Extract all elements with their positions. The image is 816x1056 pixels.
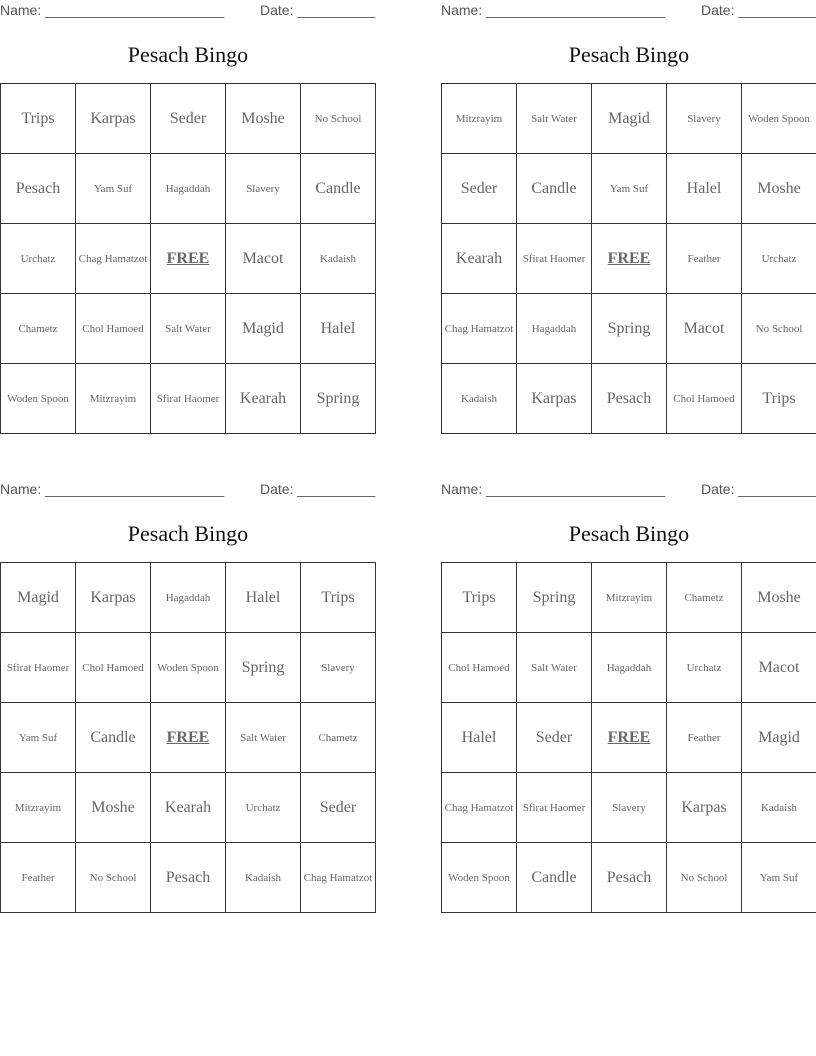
bingo-cell: Yam Suf: [76, 154, 151, 224]
bingo-cell: Macot: [742, 633, 816, 703]
bingo-cell: Sfirat Haomer: [517, 773, 592, 843]
card-title: Pesach Bingo: [568, 521, 690, 546]
bingo-cell: Urchatz: [742, 224, 816, 294]
bingo-cell: Magid: [592, 84, 667, 154]
bingo-cell: Seder: [151, 84, 226, 154]
bingo-cell: Magid: [742, 703, 816, 773]
free-space: FREE: [151, 224, 226, 294]
bingo-cell: Chag Hamatzot: [301, 843, 376, 913]
bingo-cell: Feather: [1, 843, 76, 913]
bingo-cell: Moshe: [76, 773, 151, 843]
free-space: FREE: [151, 703, 226, 773]
date-label: Date: __________: [260, 481, 376, 497]
bingo-cell: Trips: [1, 84, 76, 154]
bingo-cell: Slavery: [667, 84, 742, 154]
bingo-cell: Moshe: [742, 563, 816, 633]
bingo-cell: Spring: [517, 563, 592, 633]
bingo-cell: Mitzrayim: [592, 563, 667, 633]
name-label: Name: _______________________: [0, 2, 225, 18]
bingo-cell: Hagaddah: [151, 563, 226, 633]
bingo-cell: Sfirat Haomer: [151, 364, 226, 434]
bingo-grid: [441, 562, 816, 913]
bingo-cell: Spring: [301, 364, 376, 434]
bingo-cell: Sfirat Haomer: [1, 633, 76, 703]
bingo-cell: Yam Suf: [742, 843, 816, 913]
bingo-cell: Candle: [76, 703, 151, 773]
bingo-cell: Magid: [226, 294, 301, 364]
name-label: Name: _______________________: [441, 481, 666, 497]
date-label: Date: __________: [701, 481, 816, 497]
bingo-cell: Halel: [442, 703, 517, 773]
card-title: Pesach Bingo: [568, 42, 690, 67]
bingo-cell: Mitzrayim: [442, 84, 517, 154]
bingo-cell: Urchatz: [226, 773, 301, 843]
bingo-card-2: [441, 0, 816, 407]
card-title: Pesach Bingo: [127, 42, 249, 67]
bingo-cell: Seder: [301, 773, 376, 843]
bingo-cell: Woden Spoon: [442, 843, 517, 913]
bingo-cell: Slavery: [226, 154, 301, 224]
bingo-cell: Salt Water: [226, 703, 301, 773]
bingo-cell: Feather: [667, 224, 742, 294]
bingo-cell: Chametz: [667, 563, 742, 633]
bingo-cell: Chag Hamatzot: [442, 773, 517, 843]
bingo-cell: Macot: [667, 294, 742, 364]
bingo-cell: Hagaddah: [151, 154, 226, 224]
date-label: Date: __________: [701, 2, 816, 18]
bingo-cell: Moshe: [742, 154, 816, 224]
bingo-grid: [441, 83, 816, 434]
bingo-cell: Spring: [592, 294, 667, 364]
bingo-cell: Pesach: [1, 154, 76, 224]
bingo-cell: Chag Hamatzot: [76, 224, 151, 294]
bingo-cell: Karpas: [667, 773, 742, 843]
bingo-cell: Karpas: [76, 563, 151, 633]
bingo-cell: Seder: [517, 703, 592, 773]
bingo-cell: Trips: [742, 364, 816, 434]
bingo-cell: Hagaddah: [592, 633, 667, 703]
bingo-grid: [0, 83, 376, 434]
bingo-cell: No School: [301, 84, 376, 154]
bingo-cell: Chol Hamoed: [76, 633, 151, 703]
card-header: [0, 479, 376, 501]
bingo-cell: Chol Hamoed: [667, 364, 742, 434]
bingo-cell: Kearah: [226, 364, 301, 434]
bingo-cell: Karpas: [517, 364, 592, 434]
free-space: FREE: [592, 703, 667, 773]
bingo-cell: Halel: [226, 563, 301, 633]
bingo-cell: Macot: [226, 224, 301, 294]
bingo-cell: Woden Spoon: [151, 633, 226, 703]
bingo-cell: Urchatz: [1, 224, 76, 294]
bingo-cell: Seder: [442, 154, 517, 224]
card-header: [0, 0, 376, 22]
bingo-cell: Spring: [226, 633, 301, 703]
bingo-cell: Hagaddah: [517, 294, 592, 364]
bingo-cell: Salt Water: [517, 84, 592, 154]
name-label: Name: _______________________: [0, 481, 225, 497]
bingo-cell: Slavery: [301, 633, 376, 703]
bingo-cell: No School: [742, 294, 816, 364]
bingo-cell: Mitzrayim: [1, 773, 76, 843]
bingo-cell: Chol Hamoed: [76, 294, 151, 364]
bingo-cell: Feather: [667, 703, 742, 773]
bingo-cell: Yam Suf: [1, 703, 76, 773]
card-header: [441, 479, 816, 501]
bingo-cell: Moshe: [226, 84, 301, 154]
bingo-cell: Halel: [667, 154, 742, 224]
bingo-grid: [0, 562, 376, 913]
bingo-cell: Kadaish: [442, 364, 517, 434]
bingo-cell: Yam Suf: [592, 154, 667, 224]
bingo-cell: Mitzrayim: [76, 364, 151, 434]
bingo-cell: Chametz: [301, 703, 376, 773]
bingo-cell: Candle: [517, 843, 592, 913]
card-header: [441, 0, 816, 22]
bingo-cell: Kadaish: [301, 224, 376, 294]
bingo-cell: Kearah: [151, 773, 226, 843]
bingo-cell: Slavery: [592, 773, 667, 843]
free-space: FREE: [592, 224, 667, 294]
bingo-cell: Karpas: [76, 84, 151, 154]
bingo-cell: Urchatz: [667, 633, 742, 703]
bingo-cell: No School: [76, 843, 151, 913]
bingo-cell: Chol Hamoed: [442, 633, 517, 703]
card-title: Pesach Bingo: [127, 521, 249, 546]
bingo-cell: No School: [667, 843, 742, 913]
bingo-card-3: [0, 479, 376, 886]
bingo-cell: Pesach: [151, 843, 226, 913]
bingo-card-1: [0, 0, 376, 407]
bingo-cell: Woden Spoon: [1, 364, 76, 434]
bingo-cell: Woden Spoon: [742, 84, 816, 154]
bingo-card-4: [441, 479, 816, 886]
bingo-cell: Salt Water: [517, 633, 592, 703]
bingo-cell: Candle: [301, 154, 376, 224]
name-label: Name: _______________________: [441, 2, 666, 18]
bingo-cell: Salt Water: [151, 294, 226, 364]
bingo-cell: Pesach: [592, 364, 667, 434]
bingo-cell: Candle: [517, 154, 592, 224]
bingo-cell: Sfirat Haomer: [517, 224, 592, 294]
date-label: Date: __________: [260, 2, 376, 18]
bingo-cell: Trips: [301, 563, 376, 633]
bingo-cell: Magid: [1, 563, 76, 633]
bingo-cell: Kearah: [442, 224, 517, 294]
bingo-cell: Halel: [301, 294, 376, 364]
bingo-cell: Pesach: [592, 843, 667, 913]
bingo-cell: Kadaish: [742, 773, 816, 843]
bingo-cell: Kadaish: [226, 843, 301, 913]
bingo-cell: Chametz: [1, 294, 76, 364]
bingo-cell: Trips: [442, 563, 517, 633]
bingo-cell: Chag Hamatzot: [442, 294, 517, 364]
